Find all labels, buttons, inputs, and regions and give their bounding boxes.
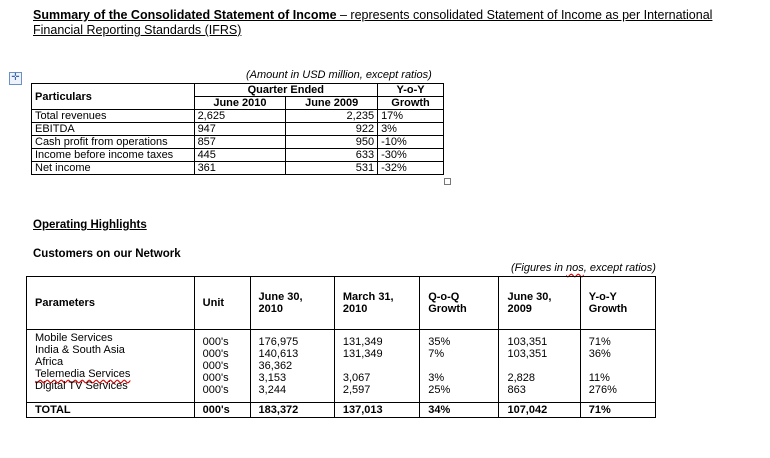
header-particulars: Particulars xyxy=(32,84,195,110)
unit-item: 000's xyxy=(202,336,229,348)
value-item: 11% xyxy=(588,372,610,384)
table-resize-handle[interactable] xyxy=(444,178,451,185)
value-item: 35% xyxy=(428,336,451,348)
value-item: 3,067 xyxy=(342,372,371,384)
value-item: 103,351 xyxy=(507,348,548,360)
total-march31-2010: 137,013 xyxy=(334,403,419,418)
parameter-item: Africa xyxy=(35,356,64,368)
value-item: 36,362 xyxy=(258,360,293,372)
value-item: 131,349 xyxy=(342,348,383,360)
header-june30-2009: June 30, 2009 xyxy=(499,277,580,330)
value-item: 103,351 xyxy=(507,336,548,348)
unit-item: 000's xyxy=(202,348,229,360)
total-june30-2009: 107,042 xyxy=(499,403,580,418)
row-jun2009: 2,235 xyxy=(286,110,378,123)
march31-2010-list xyxy=(334,330,419,403)
value-item: 131,349 xyxy=(342,336,383,348)
total-unit: 000's xyxy=(194,403,250,418)
unit-item: 000's xyxy=(202,384,229,396)
income-statement-table xyxy=(31,83,444,175)
value-item: 863 xyxy=(507,384,526,396)
row-label: Cash profit from operations xyxy=(32,136,195,149)
row-growth: -10% xyxy=(378,136,444,149)
row-jun2010: 857 xyxy=(194,136,286,149)
note-post: , except ratios) xyxy=(583,262,656,274)
value-item: 3% xyxy=(428,372,445,384)
row-jun2010: 947 xyxy=(194,123,286,136)
summary-heading-rest: – represents consolidated Statement of Income as per International Financial Reporting Standards (IFRS) xyxy=(33,8,713,37)
row-jun2009: 922 xyxy=(286,123,378,136)
income-table-note: (Amount in USD million, except ratios) xyxy=(246,69,432,81)
row-jun2009: 531 xyxy=(286,162,378,175)
table-row xyxy=(32,162,444,175)
customers-table xyxy=(26,276,656,418)
header-quarter-ended: Quarter Ended xyxy=(194,84,378,97)
parameter-item: Telemedia Services xyxy=(35,368,131,380)
value-item xyxy=(589,360,647,372)
customers-subtitle: Customers on our Network xyxy=(33,248,181,260)
row-label: Income before income taxes xyxy=(32,149,195,162)
june30-2009-list xyxy=(499,330,580,403)
value-item: 176,975 xyxy=(258,336,299,348)
value-item xyxy=(507,360,571,372)
note-nos: nos xyxy=(566,262,584,274)
header-june-2010: June 2010 xyxy=(194,97,286,110)
header-yoy-growth: Y-o-Y Growth xyxy=(580,277,655,330)
operating-highlights-title: Operating Highlights xyxy=(33,219,147,231)
table-row xyxy=(32,149,444,162)
row-growth: -30% xyxy=(378,149,444,162)
header-qoq: Q-o-Q Growth xyxy=(420,277,499,330)
table-row xyxy=(27,330,656,403)
table-move-handle-icon[interactable]: ✛ xyxy=(9,72,22,85)
row-label: EBITDA xyxy=(32,123,195,136)
june30-2010-list xyxy=(250,330,334,403)
total-yoy: 71% xyxy=(580,403,655,418)
row-jun2009: 950 xyxy=(286,136,378,149)
header-yoy: Y-o-Y xyxy=(378,84,444,97)
parameter-item: India & South Asia xyxy=(35,344,125,356)
unit-list xyxy=(194,330,250,403)
summary-heading xyxy=(33,8,743,38)
value-item xyxy=(343,360,411,372)
value-item: 3,244 xyxy=(258,384,287,396)
row-jun2010: 445 xyxy=(194,149,286,162)
row-jun2009: 633 xyxy=(286,149,378,162)
total-qoq: 34% xyxy=(420,403,499,418)
value-item: 276% xyxy=(588,384,617,396)
table-row xyxy=(32,110,444,123)
parameter-list xyxy=(27,330,195,403)
value-item: 36% xyxy=(588,348,611,360)
header-growth: Growth xyxy=(378,97,444,110)
unit-item: 000's xyxy=(202,372,229,384)
header-june30-2010: June 30, 2010 xyxy=(250,277,334,330)
total-label: TOTAL xyxy=(27,403,195,418)
value-item: 25% xyxy=(428,384,451,396)
value-item: 2,828 xyxy=(507,372,535,384)
total-june30-2010: 183,372 xyxy=(250,403,334,418)
row-label: Net income xyxy=(32,162,195,175)
table-row xyxy=(32,136,444,149)
value-item: 71% xyxy=(588,336,611,348)
header-june-2009: June 2009 xyxy=(286,97,378,110)
yoy-list xyxy=(580,330,655,403)
qoq-list xyxy=(420,330,499,403)
unit-item: 000's xyxy=(202,360,229,372)
row-label: Total revenues xyxy=(32,110,195,123)
summary-heading-bold: Summary of the Consolidated Statement of Income xyxy=(33,8,337,22)
parameter-item: Digital TV Services xyxy=(35,380,128,392)
header-parameters: Parameters xyxy=(27,277,195,330)
value-item xyxy=(428,360,490,372)
customers-table-note xyxy=(511,262,656,274)
row-jun2010: 361 xyxy=(194,162,286,175)
total-row xyxy=(27,403,656,418)
row-growth: 3% xyxy=(378,123,444,136)
value-item: 2,597 xyxy=(342,384,371,396)
row-growth: 17% xyxy=(378,110,444,123)
row-growth: -32% xyxy=(378,162,444,175)
header-march31-2010: March 31, 2010 xyxy=(334,277,419,330)
row-jun2010: 2,625 xyxy=(194,110,286,123)
table-row xyxy=(32,123,444,136)
value-item: 3,153 xyxy=(258,372,287,384)
value-item: 7% xyxy=(428,348,445,360)
parameter-item: Mobile Services xyxy=(35,332,113,344)
note-pre: (Figures in xyxy=(511,262,567,274)
header-unit: Unit xyxy=(194,277,250,330)
value-item: 140,613 xyxy=(258,348,299,360)
